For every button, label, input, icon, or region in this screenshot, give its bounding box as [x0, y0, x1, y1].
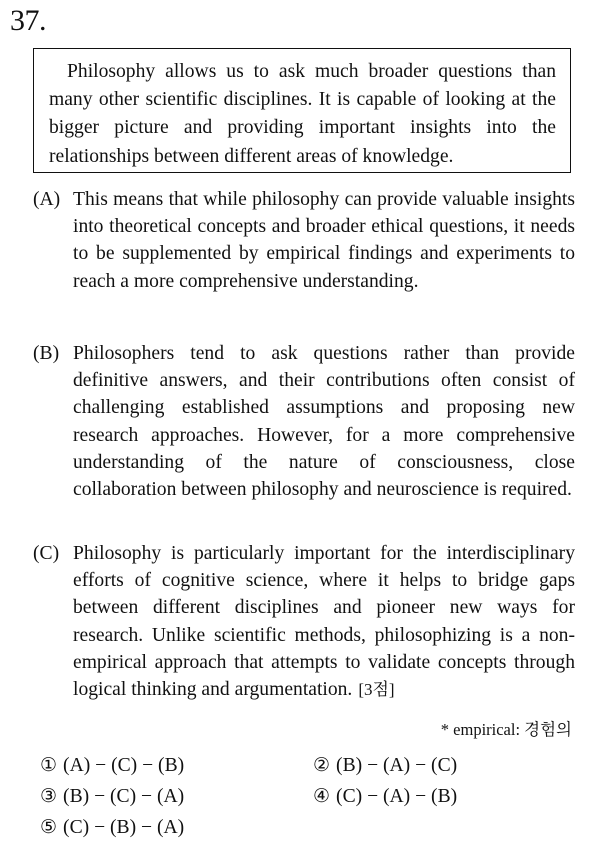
answer-option-1[interactable] [40, 754, 184, 777]
answer-option-5[interactable] [40, 816, 184, 839]
question-number: 37. [10, 4, 46, 37]
option-2-text: (B) − (A) − (C) [336, 755, 458, 776]
option-5-text: (C) − (B) − (A) [63, 817, 185, 838]
paragraph-c-body [73, 540, 575, 703]
score-mark: [3점] [358, 680, 395, 700]
option-4-number: ④ [313, 785, 331, 807]
option-4-text: (C) − (A) − (B) [336, 786, 458, 807]
paragraph-a-text: This means that while philosophy can provide valuable insights into theoretical concepts and broader ethical questions, it needs to be supplemented by empirical findings and experiments to reach a more comprehensive understanding. [73, 189, 575, 292]
paragraph-b [33, 340, 575, 503]
paragraph-a-label: (A) [33, 189, 61, 210]
option-1-number: ① [40, 754, 58, 776]
answer-option-4[interactable] [313, 785, 457, 808]
paragraph-c [33, 540, 575, 703]
answer-option-3[interactable] [40, 785, 184, 808]
paragraph-c-label: (C) [33, 543, 60, 564]
option-3-text: (B) − (C) − (A) [63, 786, 185, 807]
option-3-number: ③ [40, 785, 58, 807]
footnote: * empirical: 경험의 [440, 720, 572, 739]
paragraph-a [33, 186, 575, 295]
given-text-box: Philosophy allows us to ask much broader questions than many other scientific disciplines. It is capable of looking at the bigger picture and providing important insights into the relationships between different areas of knowledge. [33, 48, 571, 173]
option-5-number: ⑤ [40, 816, 58, 838]
paragraph-b-label: (B) [33, 343, 60, 364]
option-1-text: (A) − (C) − (B) [63, 755, 185, 776]
paragraph-b-text: Philosophers tend to ask questions rather than provide definitive answers, and their contributions often consist of challenging established assumptions and proposing new research approaches. However, for a more comprehensive understanding of the nature of consciousness, close collaboration between philosophy and neuroscience is required. [73, 343, 575, 501]
answer-option-2[interactable] [313, 754, 457, 777]
option-2-number: ② [313, 754, 331, 776]
paragraph-c-text: Philosophy is particularly important for the interdisciplinary efforts of cognitive science, where it helps to bridge gaps between different disciplines and pioneer new ways for research. Unlike scientific methods, philosophizing is a non-empirical approach that attempts to validate concepts through logical thinking and argumentation. [73, 543, 575, 701]
